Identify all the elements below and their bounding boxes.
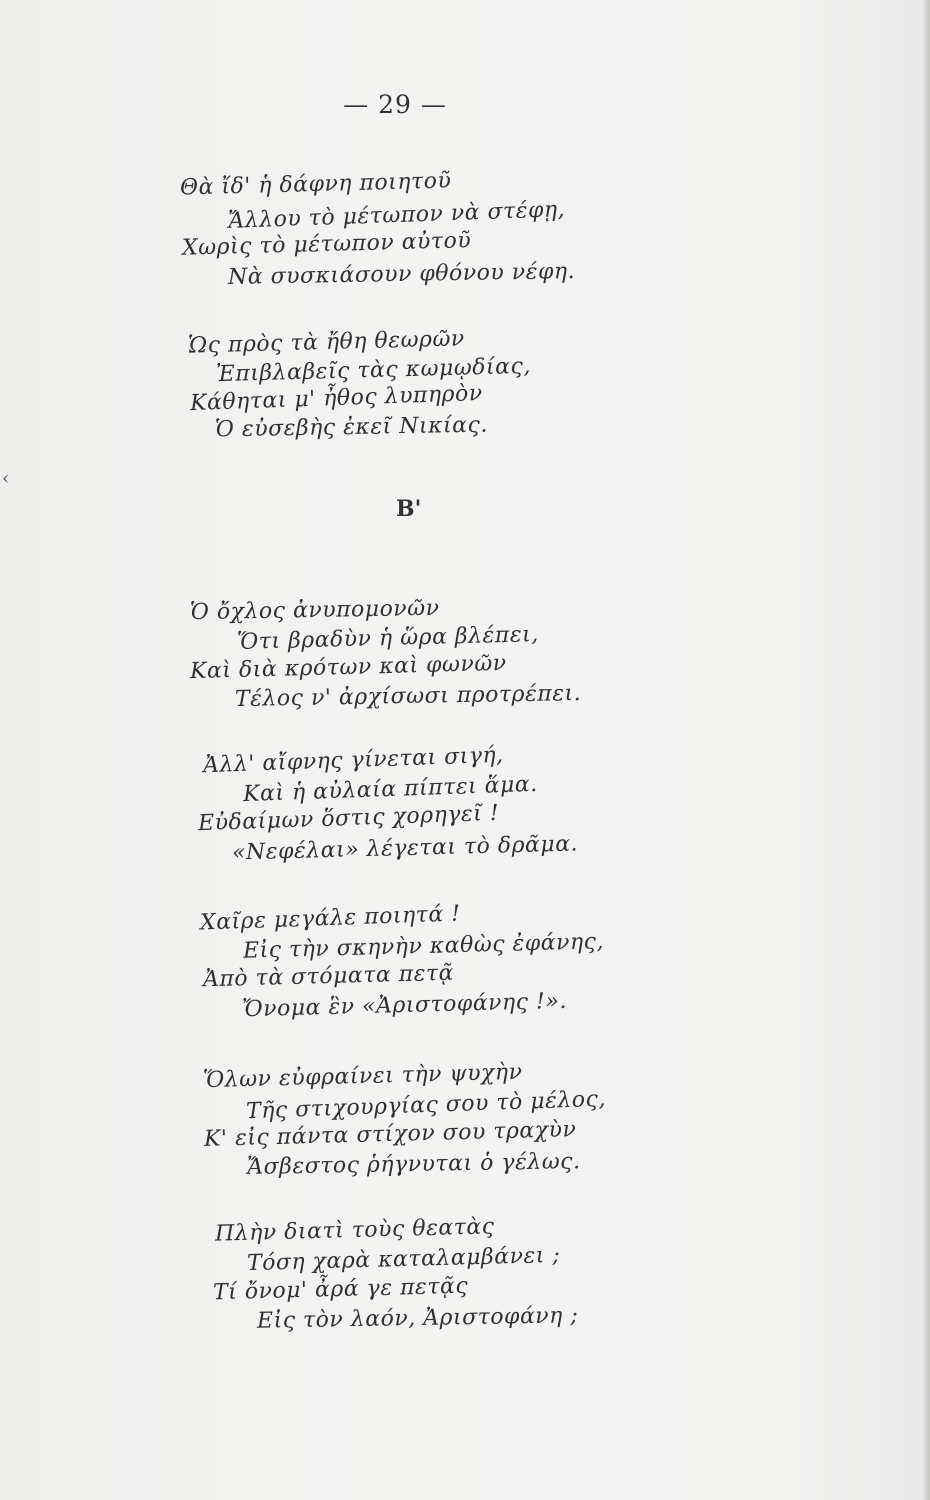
stanza-3-line-3: Καὶ διὰ κρότων καὶ φωνῶν [189,650,507,685]
stanza-5-line-4: Ὄνομα ἓν «Ἀριστοφάνης !». [241,988,568,1023]
stanza-5-line-3: Ἀπὸ τὰ στόματα πετᾷ [202,960,455,993]
stanza-1-line-1: Θὰ ἴδ' ἡ δάφνη ποιητοῦ [179,168,452,201]
stanza-2-line-1: Ὡς πρὸς τὰ ἤθη θεωρῶν [187,326,466,359]
stanza-6-line-3: Κ' εἰς πάντα στίχον σου τραχὺν [203,1117,577,1152]
stanza-4-line-1: Ἀλλ' αἴφνης γίνεται σιγή, [202,742,504,779]
stanza-5-line-2: Εἰς τὴν σκηνὴν καθὼς ἐφάνης, [242,929,605,964]
stanza-2-line-2: Ἐπιβλαβεῖς τὰς κωμῳδίας, [215,353,532,388]
stanza-7-line-4: Εἰς τὸν λαόν, Ἀριστοφάνη ; [256,1303,579,1334]
stanza-6-line-1: Ὅλων εὐφραίνει τὴν ψυχὴν [202,1059,523,1094]
page-number: — 29 — [343,90,447,119]
stanza-4-line-4: «Νεφέλαι» λέγεται τὸ δρᾶμα. [231,831,579,866]
margin-mark: ‹ [2,468,10,489]
stanza-7-line-2: Τόση χαρὰ καταλαμβάνει ; [246,1242,561,1277]
stanza-1-line-3: Χωρὶς τὸ μέτωπον αὐτοῦ [181,228,472,261]
page-edge-shadow [922,0,930,1500]
stanza-3-line-2: Ὅτι βραδὺν ἡ ὥρα βλέπει, [236,622,540,655]
stanza-3-line-4: Τέλος ν' ἀρχίσωσι προτρέπει. [234,680,582,713]
stanza-7-line-3: Τί ὄνομ' ἆρά γε πετᾷς [212,1273,469,1306]
stanza-1-line-4: Νὰ συσκιάσουν φθόνου νέφη. [227,258,576,291]
stanza-4-line-3: Εὐδαίμων ὅστις χορηγεῖ ! [197,800,500,837]
stanza-7-line-1: Πλὴν διατὶ τοὺς θεατὰς [214,1214,495,1247]
stanza-6-line-2: Τῆς στιχουργίας σου τὸ μέλος, [245,1086,607,1125]
stanza-3-line-1: Ὁ ὄχλος ἀνυπομονῶν [189,595,440,626]
stanza-2-line-3: Κάθηται μ' ἦθος λυπηρὸν [189,380,484,417]
stanza-1-line-2: Ἄλλου τὸ μέτωπον νὰ στέφῃ, [227,197,566,234]
section-heading: Β' [396,496,422,522]
stanza-4-line-2: Καὶ ἡ αὐλαία πίπτει ἅμα. [242,771,539,808]
stanza-6-line-4: Ἄσβεστος ῥήγνυται ὁ γέλως. [246,1149,581,1180]
stanza-2-line-4: Ὁ εὐσεβὴς ἐκεῖ Νικίας. [214,412,489,443]
stanza-5-line-1: Χαῖρε μεγάλε ποιητά ! [199,901,461,936]
